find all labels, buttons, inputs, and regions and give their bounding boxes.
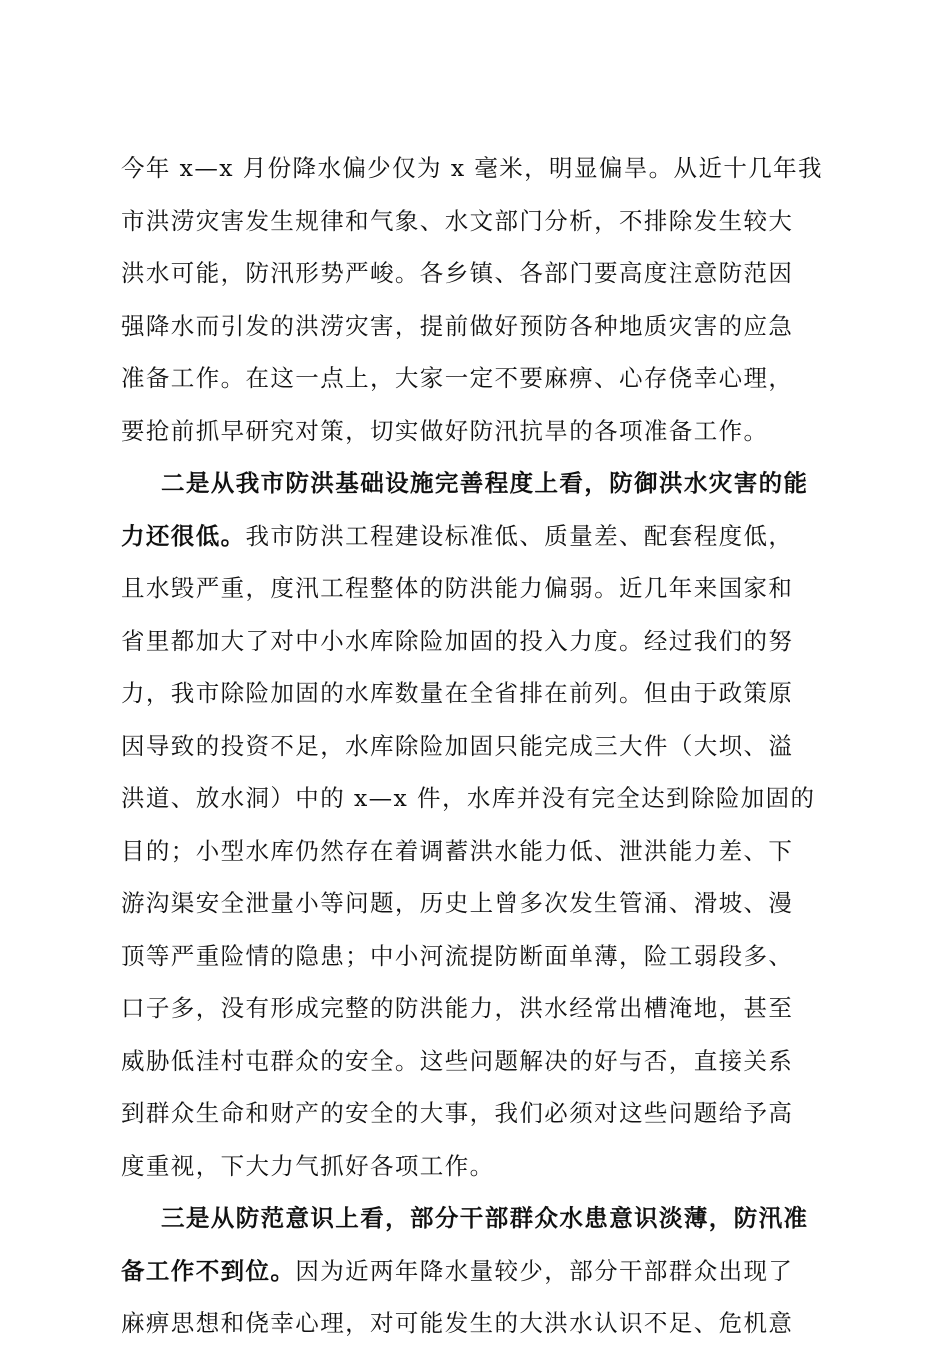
- text-line: 准备工作。在这一点上，大家一定不要麻痹、心存侥幸心理，: [121, 364, 794, 392]
- text-line: 到群众生命和财产的安全的大事，我们必须对这些问题给予高: [121, 1099, 794, 1127]
- text-line: [121, 457, 827, 510]
- text-line: 省里都加大了对中小水库除险加固的投入力度。经过我们的努: [121, 626, 794, 655]
- paragraph-heading: 备工作不到位。: [121, 1256, 296, 1285]
- paragraph-heading: 三是从防范意识上看，部分干部群众水患意识淡薄，防汛准: [161, 1204, 809, 1232]
- paragraph-heading: 力还很低。: [121, 521, 246, 550]
- text-line: 市洪涝灾害发生规律和气象、水文部门分析，不排除发生较大: [121, 206, 794, 235]
- text-run: 因为近两年降水量较少，部分干部群众出现了: [295, 1256, 794, 1285]
- text-line: [121, 1192, 827, 1245]
- paragraph-1: [121, 142, 827, 457]
- text-line: 威胁低洼村屯群众的安全。这些问题解决的好与否，直接关系: [121, 1046, 794, 1075]
- text-line: 度重视，下大力气抓好各项工作。: [121, 1151, 495, 1180]
- text-line: 目的；小型水库仍然存在着调蓄洪水能力低、泄洪能力差、下: [121, 836, 794, 865]
- text-line: 洪道、放水洞）中的 x—x 件，水库并没有完全达到除险加固的: [121, 784, 816, 812]
- text-line: 口子多，没有形成完整的防洪能力，洪水经常出槽淹地，甚至: [121, 994, 794, 1022]
- paragraph-2: [121, 457, 827, 1192]
- text-line: [121, 1245, 827, 1298]
- paragraph-heading: 二是从我市防洪基础设施完善程度上看，防御洪水灾害的能: [161, 469, 809, 497]
- text-line: [121, 510, 827, 563]
- text-line: 强降水而引发的洪涝灾害，提前做好预防各种地质灾害的应急: [121, 311, 794, 340]
- text-line: 麻痹思想和侥幸心理，对可能发生的大洪水认识不足、危机意: [121, 1309, 794, 1337]
- text-line: 且水毁严重，度汛工程整体的防洪能力偏弱。近几年来国家和: [121, 574, 794, 602]
- document-page: [121, 142, 827, 1350]
- text-line: 因导致的投资不足，水库除险加固只能完成三大件（大坝、溢: [121, 731, 794, 760]
- text-run: 我市防洪工程建设标准低、质量差、配套程度低，: [245, 521, 794, 550]
- text-line: 要抢前抓早研究对策，切实做好防汛抗旱的各项准备工作。: [121, 416, 769, 445]
- text-line: 洪水可能，防汛形势严峻。各乡镇、各部门要高度注意防范因: [121, 259, 794, 287]
- text-line: 游沟渠安全泄量小等问题，历史上曾多次发生管涌、滑坡、漫: [121, 889, 794, 917]
- text-line: 力，我市除险加固的水库数量在全省排在前列。但由于政策原: [121, 679, 794, 707]
- text-line: 顶等严重险情的隐患；中小河流提防断面单薄，险工弱段多、: [121, 941, 794, 970]
- text-line: 今年 x—x 月份降水偏少仅为 x 毫米，明显偏旱。从近十几年我: [121, 154, 823, 182]
- paragraph-3: [121, 1192, 827, 1350]
